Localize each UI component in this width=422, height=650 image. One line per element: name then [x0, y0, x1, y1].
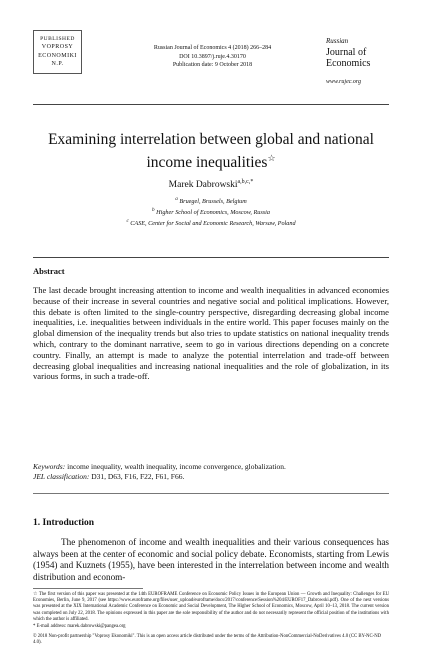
journal-url[interactable]: www.rujec.org — [326, 79, 362, 85]
journal-citation: Russian Journal of Economics 4 (2018) 266–284 — [153, 45, 272, 51]
copyright-notice: © 2018 Non-profit partnership "Voprosy Ekonomiki". This is an open access article distributed under the terms of the Attribution-NonCommercial-NoDerivatives 4.0 (CC BY-NC-ND 4.0). — [33, 634, 382, 646]
footnote: ☆ The first version of this paper was presented at the 14th EUROFRAME Conference on Economic Policy Issues in the European Union — Growth and Inequality: Challenges for EU Economies, Berlin, June 9, 2017 (see https://www.euroframe.org/files/user_upload/euroframe/docs/2017/conference/Session%204/EUROF17_Dabrowski.pdf). One of the next versions was presented at the XIX International Academic Conference on Economic and Social Development, The Higher School of Economics, Moscow, April 10–13, 2018. The current version was completed on July 22, 2018. The opinions expressed in this paper are the sole responsibility of the author and do not necessarily represent the official position of the institutions with which the author is affiliated. — [33, 592, 389, 622]
paper-title — [40, 131, 382, 172]
publisher-line: N.P. — [51, 61, 64, 67]
keywords-block — [33, 462, 389, 482]
abstract-divider-top — [33, 257, 389, 258]
publisher-line: VOPROSY — [41, 44, 74, 50]
publisher-line: PUBLISHED — [40, 35, 75, 42]
author-name: Marek Dabrowski — [168, 180, 238, 191]
author-affiliation-marks: a,b,c,* — [237, 179, 254, 185]
journal-logo — [326, 36, 388, 88]
footnotes — [33, 592, 389, 631]
keywords-label: Keywords: — [33, 462, 66, 471]
journal-name-small: Russian — [326, 37, 349, 45]
header-divider — [33, 104, 389, 105]
journal-meta — [145, 44, 280, 70]
abstract-text: The last decade brought increasing attention to income and wealth inequalities in advanced economies because of their increase in several countries and negative social and political implications. However, this debate is often limited to the single-country perspective, disregarding decreasing global income inequalities, i.e. inequalities between individuals in the entire world. This paper focuses mainly on the global dimension of the inequality trends but also tries to update statistics on national inequality trends which, contrary to the dominant narrative, seem to go in various directions depending on a concrete country. Finally, an attempt is made to analyze the potential interrelation and trade-off between decreasing global inequalities and increasing national inequalities and the role of globalization, in its various forms, in such a trade-off. — [33, 285, 389, 382]
publication-date: Publication date: 9 October 2018 — [172, 62, 253, 68]
footnote-divider — [33, 588, 143, 589]
footnote: * E-mail address: marek.dabrowski@pangea.org — [33, 623, 126, 629]
journal-name-line: Economics — [326, 58, 371, 69]
affiliation: $^b$ Higher School of Economics, Moscow, Russia — [152, 207, 270, 217]
affiliations — [40, 195, 382, 228]
abstract-heading: Abstract — [33, 266, 65, 276]
jel-codes: D31, D63, F16, F22, F61, F66. — [91, 472, 185, 481]
intro-paragraph: The phenomenon of income and wealth inequalities and their various consequences has always been at the center of economic and social policy debate. Economists, starting from Lewis (1954) and Kuznets (1955), have been interested in the interrelation between income and wealth distribution and econom- — [33, 537, 389, 583]
jel-label: JEL classification: — [33, 472, 90, 481]
journal-doi[interactable]: DOI 10.3897/j.ruje.4.30170 — [179, 53, 246, 60]
abstract-divider-bottom — [33, 493, 389, 494]
title-text: Examining interrelation between global and national income inequalities — [48, 131, 374, 172]
journal-name-line: Journal of — [326, 47, 367, 58]
affiliation: $^c$ CASE, Center for Social and Economic Research, Warsaw, Poland — [126, 218, 296, 228]
author-line — [40, 179, 382, 190]
affiliation: $^a$ Bruegel, Brussels, Belgium — [175, 196, 247, 206]
keywords: income inequality, wealth inequality, income convergence, globalization. — [67, 462, 286, 471]
title-footnote-mark: ☆ — [267, 153, 276, 163]
publisher-line: ECONOMIKI — [38, 52, 77, 59]
section-heading: 1. Introduction — [33, 518, 95, 528]
publisher-logo — [33, 30, 82, 74]
